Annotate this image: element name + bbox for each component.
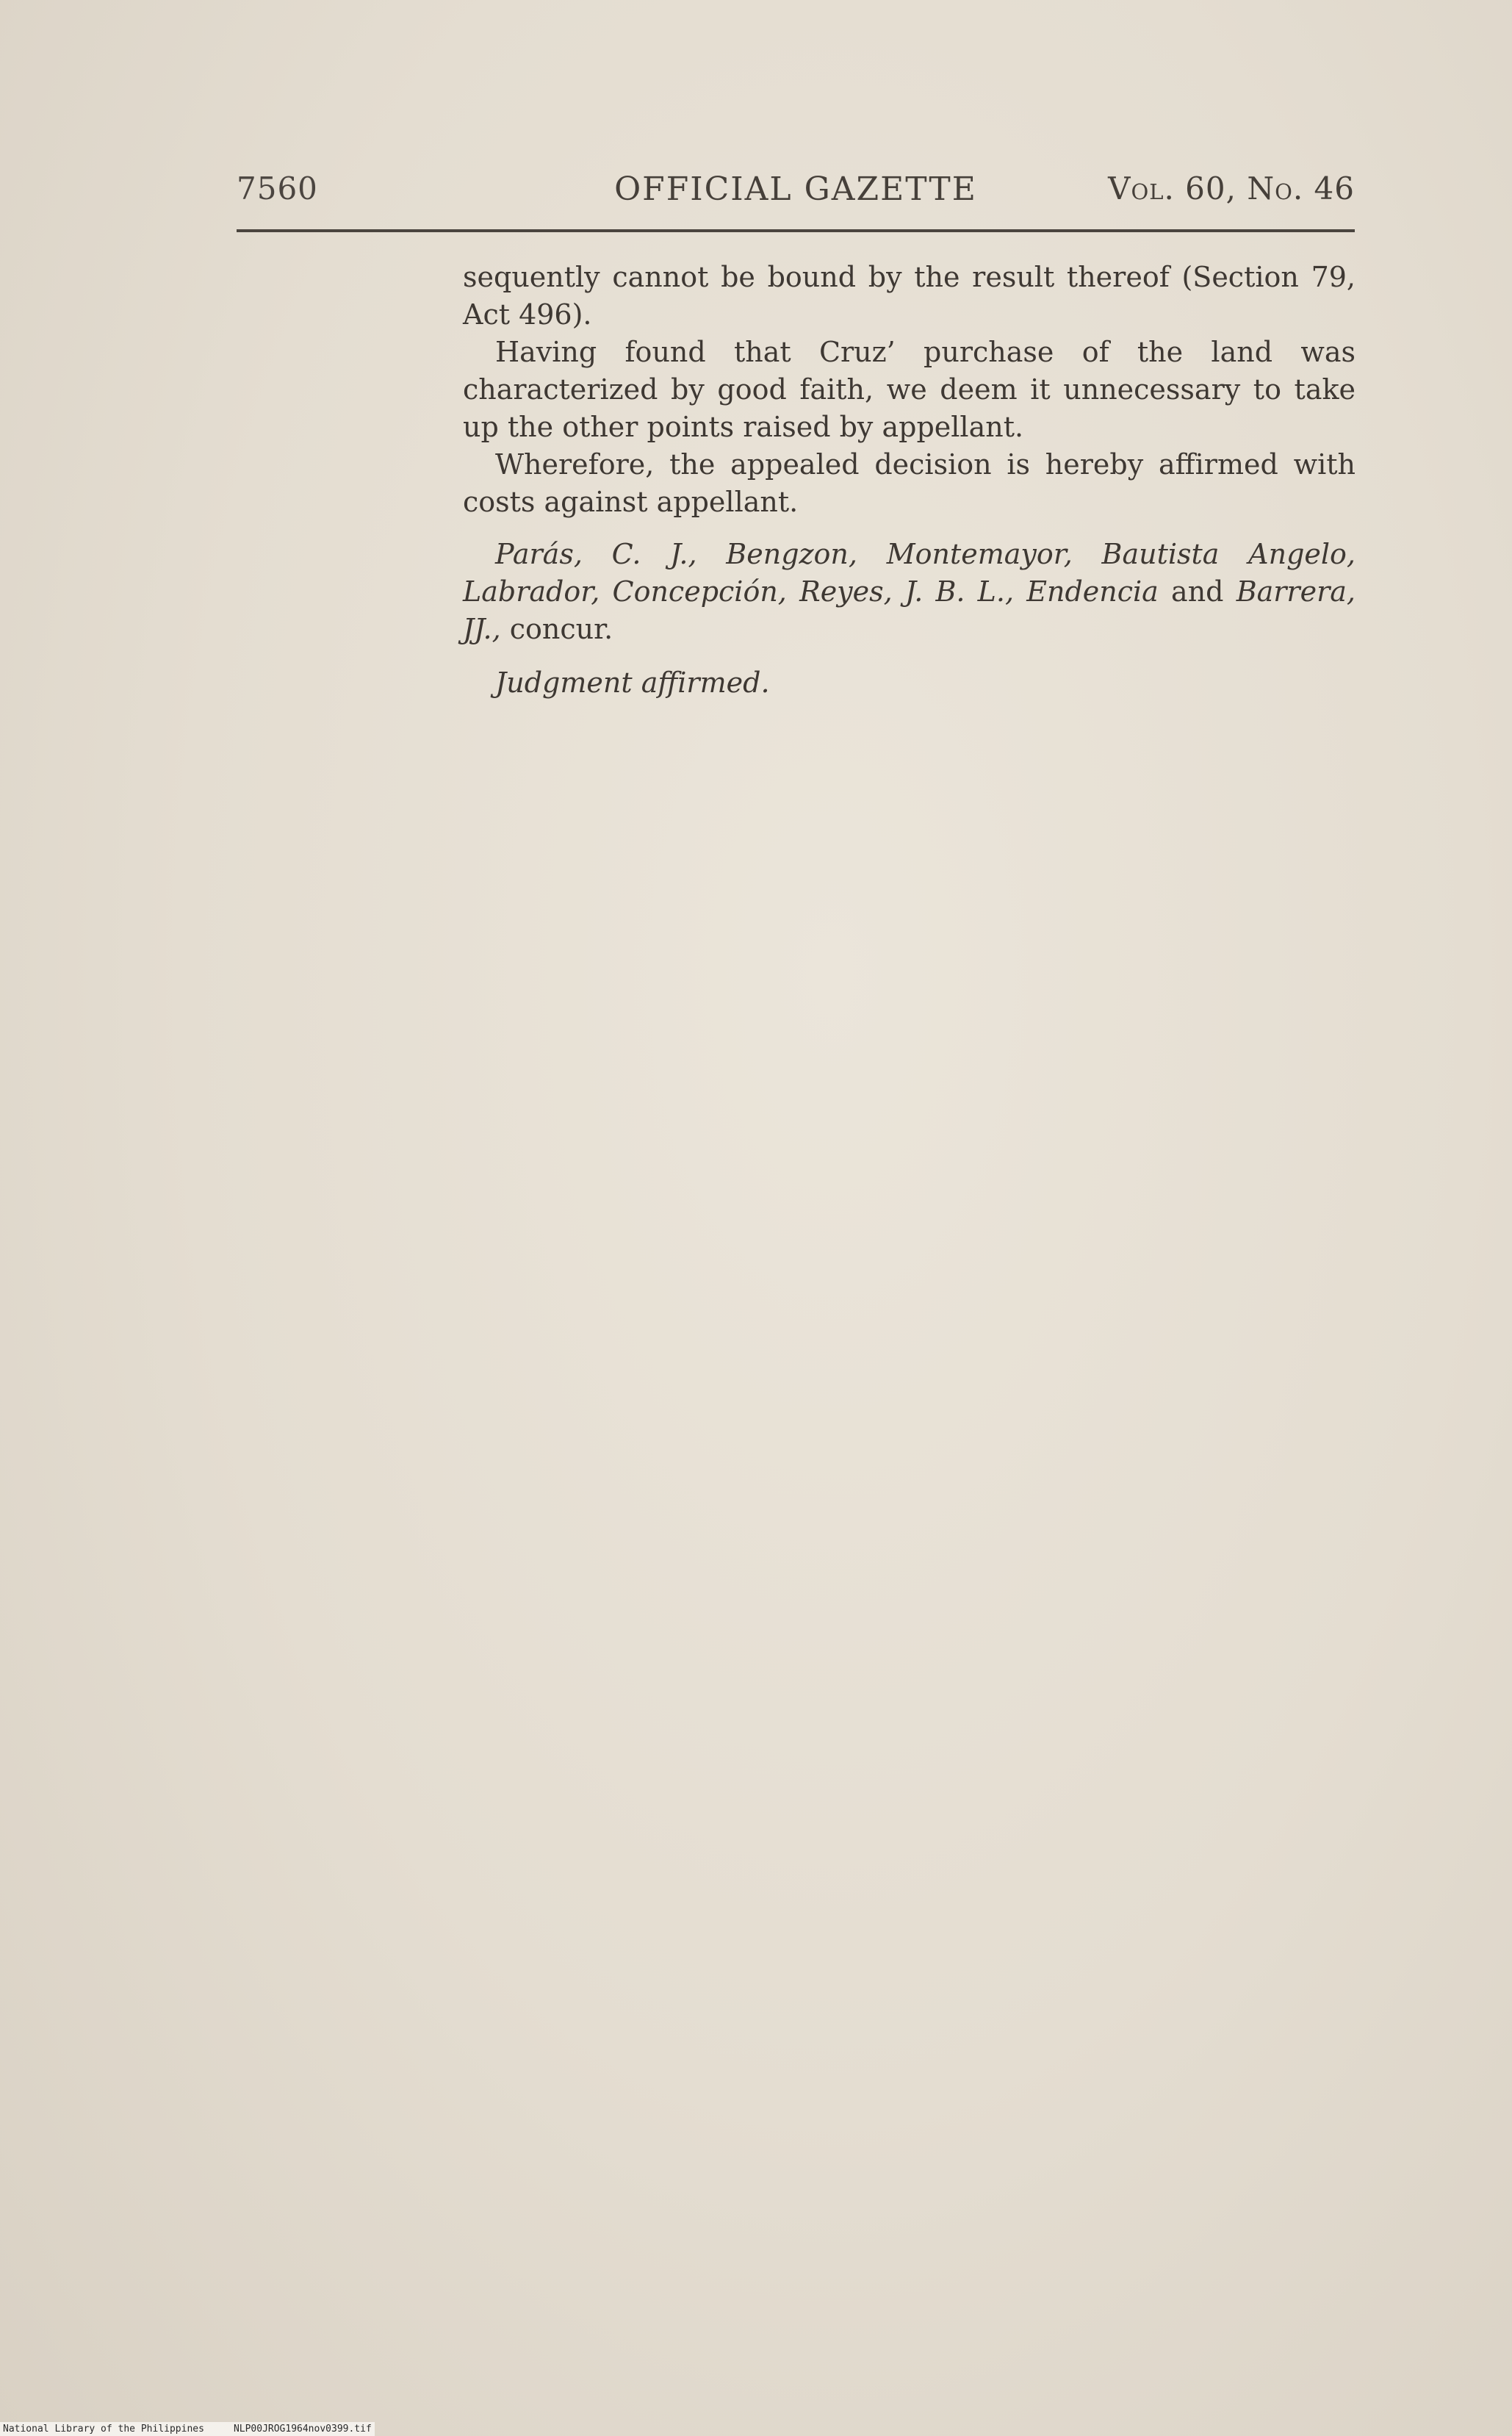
volume-info: Vol. 60, No. 46	[1108, 170, 1355, 206]
header-rule	[237, 229, 1355, 232]
scan-footer	[0, 2422, 375, 2436]
paragraph-good-faith: Having found that Cruz’ purchase of the land was characterized by good faith, we deem it unnecessary to take up the other points raised by appellant.	[463, 336, 1356, 443]
concur-names-second: Barrera, JJ.,	[463, 575, 1356, 645]
paragraph-continuation: sequently cannot be bound by the result thereof (Section 79, Act 496).	[463, 261, 1356, 331]
concurring-justices	[463, 536, 1356, 648]
footer-file: NLP00JROG1964nov0399.tif	[233, 2424, 372, 2435]
concur-names-first: Parás, C. J., Bengzon, Montemayor, Bautista Angelo, Labrador, Concepción, Reyes, J. B. L., Endencia	[463, 538, 1356, 608]
concur-and: and	[1158, 575, 1236, 608]
footer-source: National Library of the Philippines	[3, 2424, 204, 2435]
page-number: 7560	[237, 170, 318, 206]
article-body	[463, 259, 1356, 702]
concur-tail: concur.	[500, 613, 613, 645]
gazette-title: OFFICIAL GAZETTE	[614, 170, 977, 208]
page-header	[237, 170, 1355, 215]
judgment-line: Judgment affirmed.	[495, 667, 770, 699]
paragraph-wherefore: Wherefore, the appealed decision is hereby affirmed with costs against appellant.	[463, 448, 1356, 518]
